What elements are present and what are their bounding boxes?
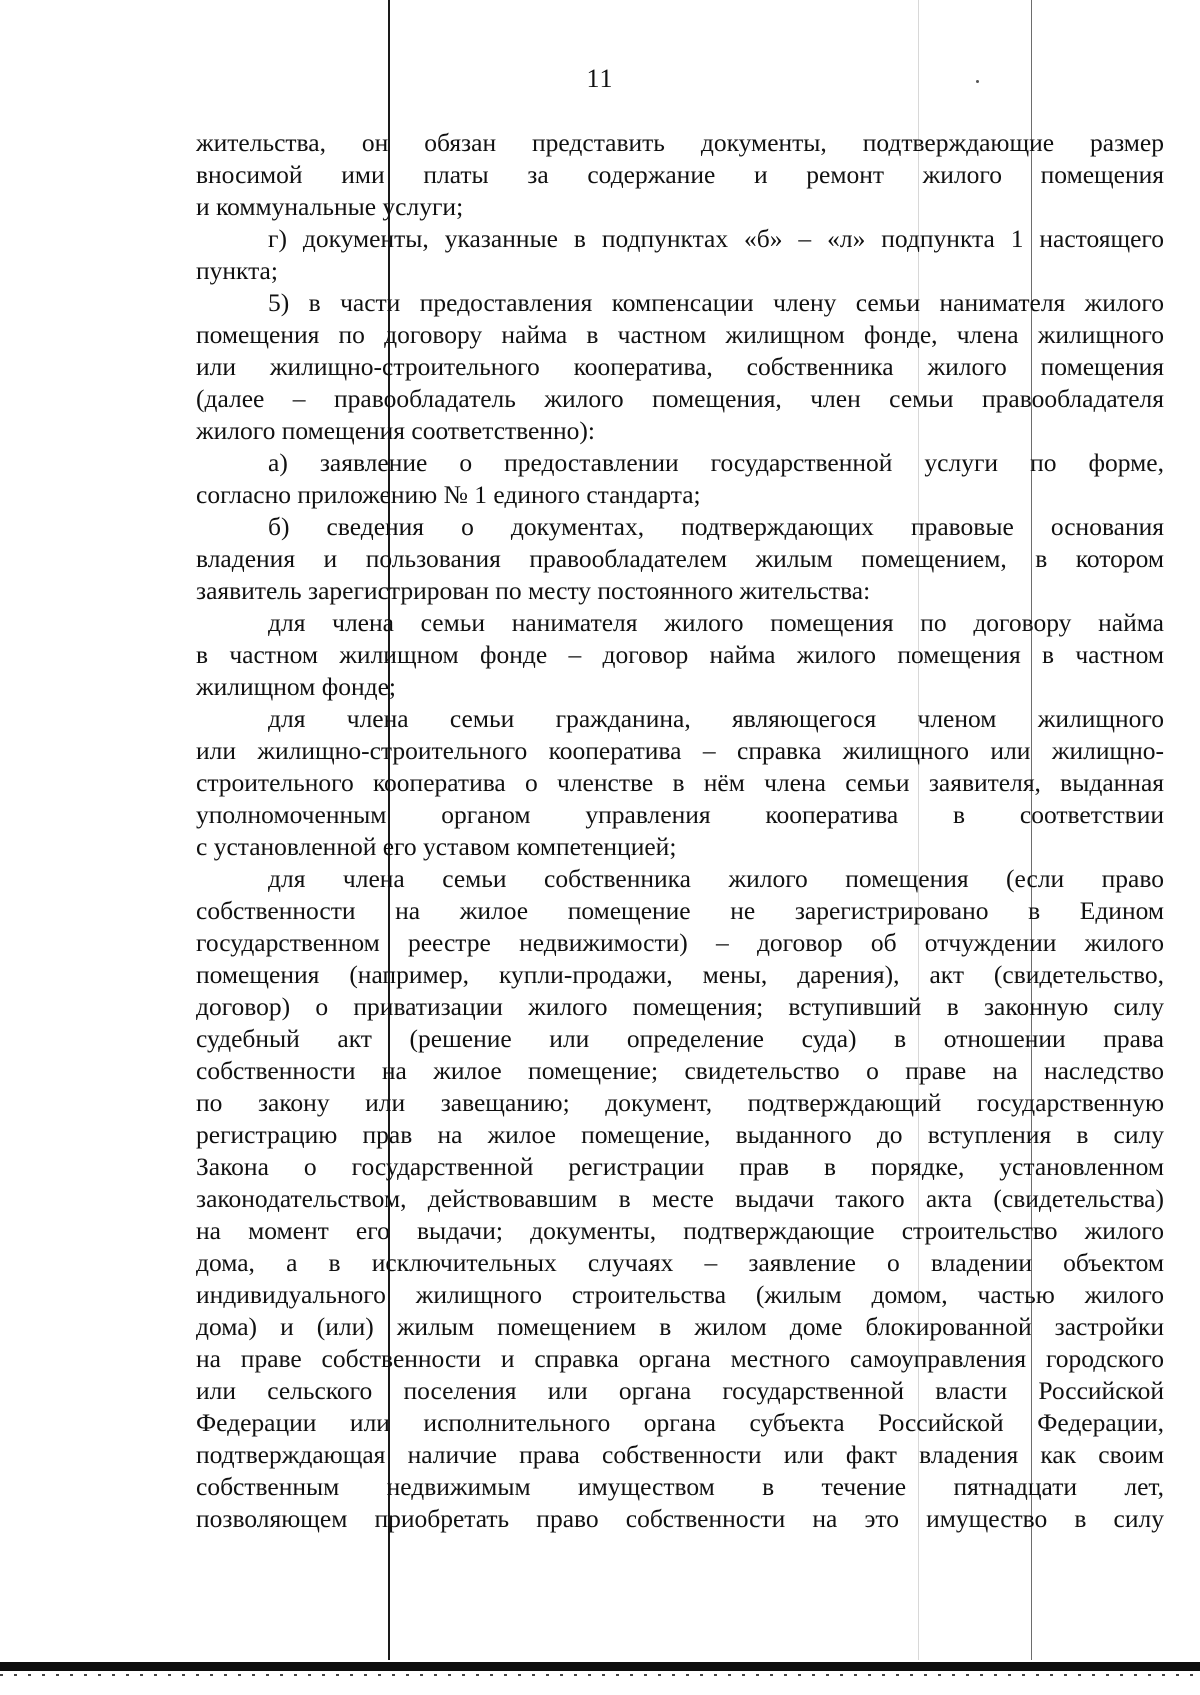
text-line: собственности на жилое помещение; свидетельство о праве на наследство bbox=[196, 1056, 1164, 1085]
text-line: жилого помещения соответственно): bbox=[196, 416, 595, 445]
text-line: на момент его выдачи; документы, подтверждающие строительство жилого bbox=[196, 1216, 1164, 1245]
text-line: дома) и (или) жилым помещением в жилом доме блокированной застройки bbox=[196, 1312, 1164, 1341]
text-line: жилищном фонде; bbox=[196, 672, 396, 701]
text-line: (далее – правообладатель жилого помещения, член семьи правообладателя bbox=[196, 384, 1164, 413]
text-line: Федерации или исполнительного органа субъекта Российской Федерации, bbox=[196, 1408, 1164, 1437]
text-line: а) заявление о предоставлении государственной услуги по форме, bbox=[268, 448, 1164, 477]
text-line: пункта; bbox=[196, 256, 278, 285]
text-line: собственным недвижимым имуществом в течение пятнадцати лет, bbox=[196, 1472, 1164, 1501]
text-line: законодательством, действовавшим в месте выдачи такого акта (свидетельства) bbox=[196, 1184, 1164, 1213]
scan-bottom-noise bbox=[0, 1674, 1200, 1676]
text-line: уполномоченным органом управления кооператива в соответствии bbox=[196, 800, 1164, 829]
text-line: заявитель зарегистрирован по месту постоянного жительства: bbox=[196, 576, 871, 605]
text-line: и коммунальные услуги; bbox=[196, 192, 464, 221]
page-number: 11 bbox=[586, 64, 614, 93]
text-line: в частном жилищном фонде – договор найма жилого помещения в частном bbox=[196, 640, 1164, 669]
text-line: помещения по договору найма в частном жилищном фонде, члена жилищного bbox=[196, 320, 1164, 349]
text-line: собственности на жилое помещение не зарегистрировано в Едином bbox=[196, 896, 1164, 925]
text-line: по закону или завещанию; документ, подтверждающий государственную bbox=[196, 1088, 1164, 1117]
text-line: судебный акт (решение или определение суда) в отношении права bbox=[196, 1024, 1164, 1053]
text-line: помещения (например, купли-продажи, мены, дарения), акт (свидетельство, bbox=[196, 960, 1164, 989]
text-line: позволяющем приобретать право собственности на это имущество в силу bbox=[196, 1504, 1164, 1533]
text-line: для члена семьи гражданина, являющегося членом жилищного bbox=[268, 704, 1164, 733]
text-line: Закона о государственной регистрации прав в порядке, установленном bbox=[196, 1152, 1164, 1181]
text-line: или жилищно-строительного кооператива – справка жилищного или жилищно- bbox=[196, 736, 1164, 765]
text-line: для члена семьи собственника жилого помещения (если право bbox=[268, 864, 1164, 893]
text-line: согласно приложению № 1 единого стандарта; bbox=[196, 480, 701, 509]
text-line: или жилищно-строительного кооператива, собственника жилого помещения bbox=[196, 352, 1164, 381]
text-line: 5) в части предоставления компенсации члену семьи нанимателя жилого bbox=[268, 288, 1164, 317]
text-line: государственном реестре недвижимости) – договор об отчуждении жилого bbox=[196, 928, 1164, 957]
text-line: владения и пользования правообладателем жилым помещением, в котором bbox=[196, 544, 1164, 573]
text-line: индивидуального жилищного строительства (жилым домом, частью жилого bbox=[196, 1280, 1164, 1309]
text-line: с установленной его уставом компетенцией; bbox=[196, 832, 677, 861]
text-line: строительного кооператива о членстве в нём члена семьи заявителя, выданная bbox=[196, 768, 1164, 797]
text-line: дома, а в исключительных случаях – заявление о владении объектом bbox=[196, 1248, 1164, 1277]
text-line: на праве собственности и справка органа местного самоуправления городского bbox=[196, 1344, 1164, 1373]
text-line: жительства, он обязан представить документы, подтверждающие размер bbox=[196, 128, 1164, 157]
text-line: б) сведения о документах, подтверждающих правовые основания bbox=[268, 512, 1164, 541]
text-line: г) документы, указанные в подпунктах «б» – «л» подпункта 1 настоящего bbox=[268, 224, 1164, 253]
text-line: договор) о приватизации жилого помещения; вступивший в законную силу bbox=[196, 992, 1164, 1021]
scan-bottom-edge bbox=[0, 1662, 1200, 1671]
text-line: подтверждающая наличие права собственности или факт владения как своим bbox=[196, 1440, 1164, 1469]
text-line: или сельского поселения или органа государственной власти Российской bbox=[196, 1376, 1164, 1405]
text-line: регистрацию прав на жилое помещение, выданного до вступления в силу bbox=[196, 1120, 1164, 1149]
document-body bbox=[196, 127, 1164, 1535]
text-line: для члена семьи нанимателя жилого помещения по договору найма bbox=[268, 608, 1164, 637]
text-line: вносимой ими платы за содержание и ремонт жилого помещения bbox=[196, 160, 1164, 189]
